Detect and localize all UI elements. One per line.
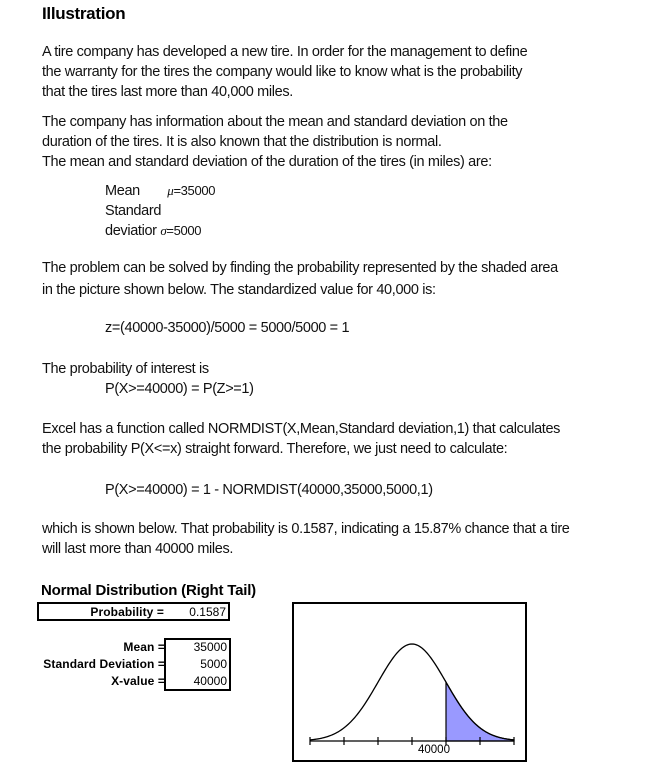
text-line: which is shown below. That probability is 0.1587, indicating a 15.87% chance that a tire — [42, 521, 570, 537]
sd-label-line2: deviatior — [105, 223, 157, 239]
interest-formula: P(X>=40000) = P(Z>=1) — [105, 381, 254, 397]
mean-value: =35000 — [173, 183, 216, 198]
text-line: the warranty for the tires the company would like to know what is the probability — [42, 64, 523, 80]
text-line: that the tires last more than 40,000 miles. — [42, 84, 293, 100]
mu-symbol: μ — [167, 183, 174, 198]
text-line: duration of the tires. It is also known that the distribution is normal. — [42, 134, 442, 150]
mean-row-label: Mean = — [123, 640, 165, 654]
page-title: Illustration — [42, 4, 126, 23]
sd-input[interactable]: 5000 — [200, 657, 227, 671]
mean-input[interactable]: 35000 — [193, 640, 227, 654]
sd-value: =5000 — [166, 223, 202, 238]
mean-label: Mean — [105, 183, 140, 199]
excel-formula: P(X>=40000) = 1 - NORMDIST(40000,35000,5000,1) — [105, 482, 433, 498]
xvalue-row-label: X-value = — [111, 674, 165, 688]
probability-label: Probability = — [90, 605, 164, 619]
sd-line — [105, 221, 215, 241]
text-line: Excel has a function called NORMDIST(X,Mean,Standard deviation,1) that calculates — [42, 421, 561, 437]
parameters-block — [105, 181, 215, 241]
normal-distribution-chart — [292, 602, 528, 763]
text-line: The problem can be solved by finding the probability represented by the shaded area — [42, 260, 558, 276]
text-line: will last more than 40000 miles. — [42, 541, 234, 557]
z-formula: z=(40000-35000)/5000 = 5000/5000 = 1 — [105, 320, 350, 336]
interest-intro: The probability of interest is — [42, 361, 209, 377]
sd-row-label: Standard Deviation = — [43, 657, 165, 671]
text-line: The company has information about the mean and standard deviation on the — [42, 114, 508, 130]
intro-paragraph — [42, 42, 527, 102]
inputs-box — [164, 638, 231, 691]
sigma-symbol: σ — [160, 223, 167, 238]
conclusion-paragraph — [42, 519, 570, 559]
text-line: the probability P(X<=x) straight forward. Therefore, we just need to calculate: — [42, 441, 508, 457]
problem-paragraph — [42, 257, 558, 301]
xvalue-input[interactable]: 40000 — [193, 674, 227, 688]
tick-label: 40000 — [418, 744, 450, 756]
text-line: in the picture shown below. The standardized value for 40,000 is: — [42, 282, 436, 298]
mean-line — [105, 181, 215, 201]
probability-value: 0.1587 — [189, 605, 226, 619]
info-paragraph — [42, 112, 508, 172]
sd-label-line1: Standard — [105, 203, 162, 219]
excel-paragraph — [42, 419, 560, 459]
text-line: The mean and standard deviation of the duration of the tires (in miles) are: — [42, 154, 492, 170]
calculator-title: Normal Distribution (Right Tail) — [41, 582, 256, 599]
text-line: A tire company has developed a new tire. In order for the management to define — [42, 44, 528, 60]
probability-box — [37, 602, 230, 621]
